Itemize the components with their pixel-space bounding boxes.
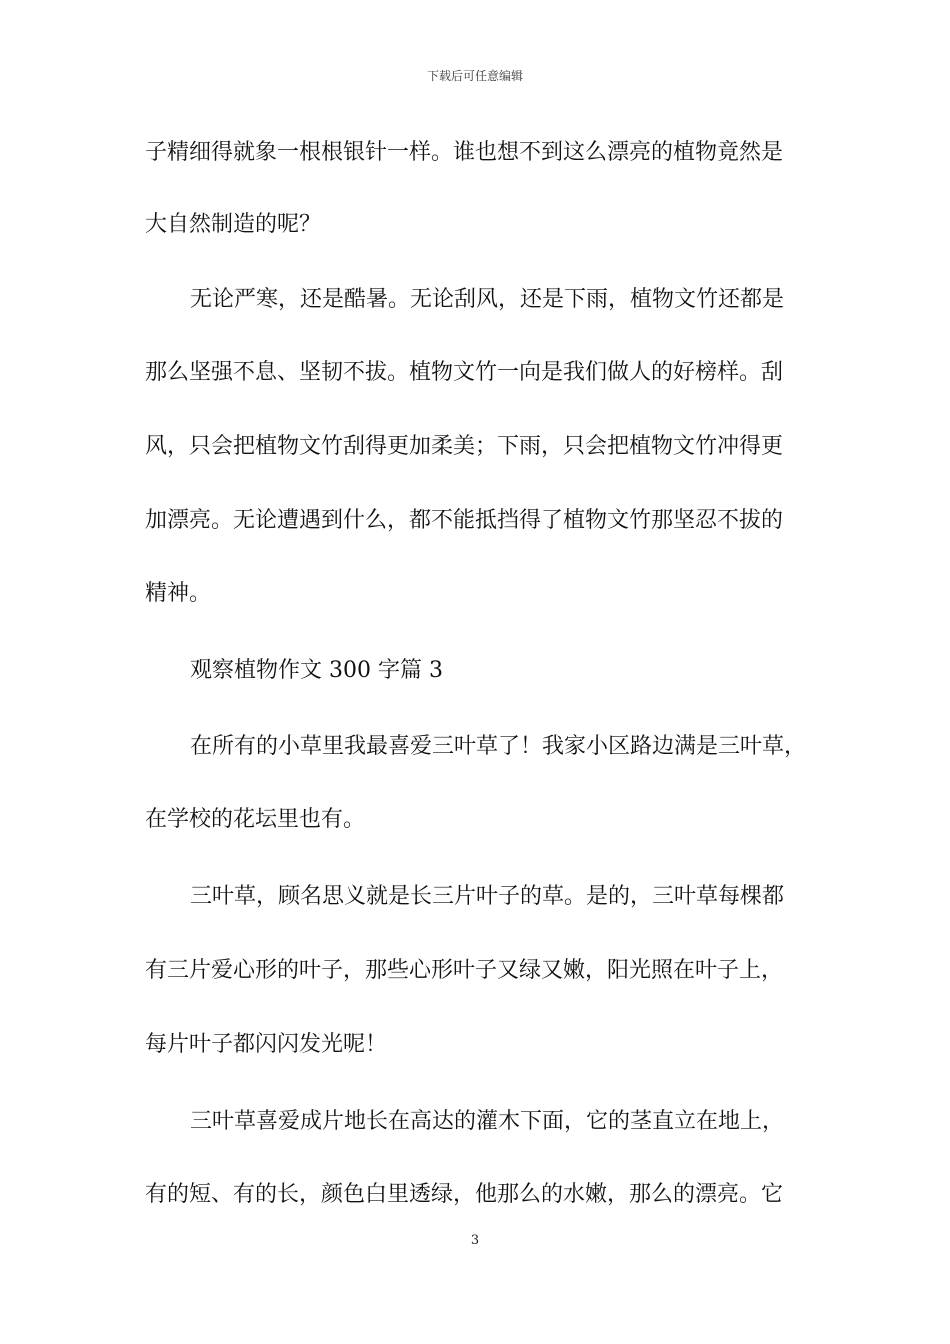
page-header: 下载后可任意编辑	[426, 69, 523, 83]
text-line: 有三片爱心形的叶子，那些心形叶子又绿又嫩，阳光照在叶子上，	[145, 958, 784, 983]
text-line: 在学校的花坛里也有。	[145, 807, 366, 832]
text-line: 加漂亮。无论遭遇到什么，都不能抵挡得了植物文竹那坚忍不拔的	[145, 508, 784, 533]
text-line: 子精细得就象一根根银针一样。谁也想不到这么漂亮的植物竟然是	[145, 140, 784, 165]
section-heading: 观察植物作文 300 字篇 3	[190, 658, 443, 683]
text-line: 大自然制造的呢？	[145, 212, 322, 237]
page-number: 3	[470, 1233, 480, 1248]
text-line: 那么坚强不息、坚韧不拔。植物文竹一向是我们做人的好榜样。刮	[145, 360, 784, 385]
text-line: 无论严寒，还是酷暑。无论刮风，还是下雨，植物文竹还都是	[190, 287, 785, 312]
text-line: 精神。	[145, 581, 212, 606]
text-line: 风，只会把植物文竹刮得更加柔美；下雨，只会把植物文竹冲得更	[145, 434, 784, 459]
text-line: 三叶草喜爱成片地长在高达的灌木下面，它的茎直立在地上，	[190, 1109, 785, 1134]
text-line: 在所有的小草里我最喜爱三叶草了！我家小区路边满是三叶草，	[190, 734, 807, 759]
text-line: 有的短、有的长，颜色白里透绿，他那么的水嫩，那么的漂亮。它	[145, 1182, 784, 1207]
text-line: 三叶草，顾名思义就是长三片叶子的草。是的，三叶草每棵都	[190, 884, 785, 909]
text-line: 每片叶子都闪闪发光呢！	[145, 1032, 388, 1057]
